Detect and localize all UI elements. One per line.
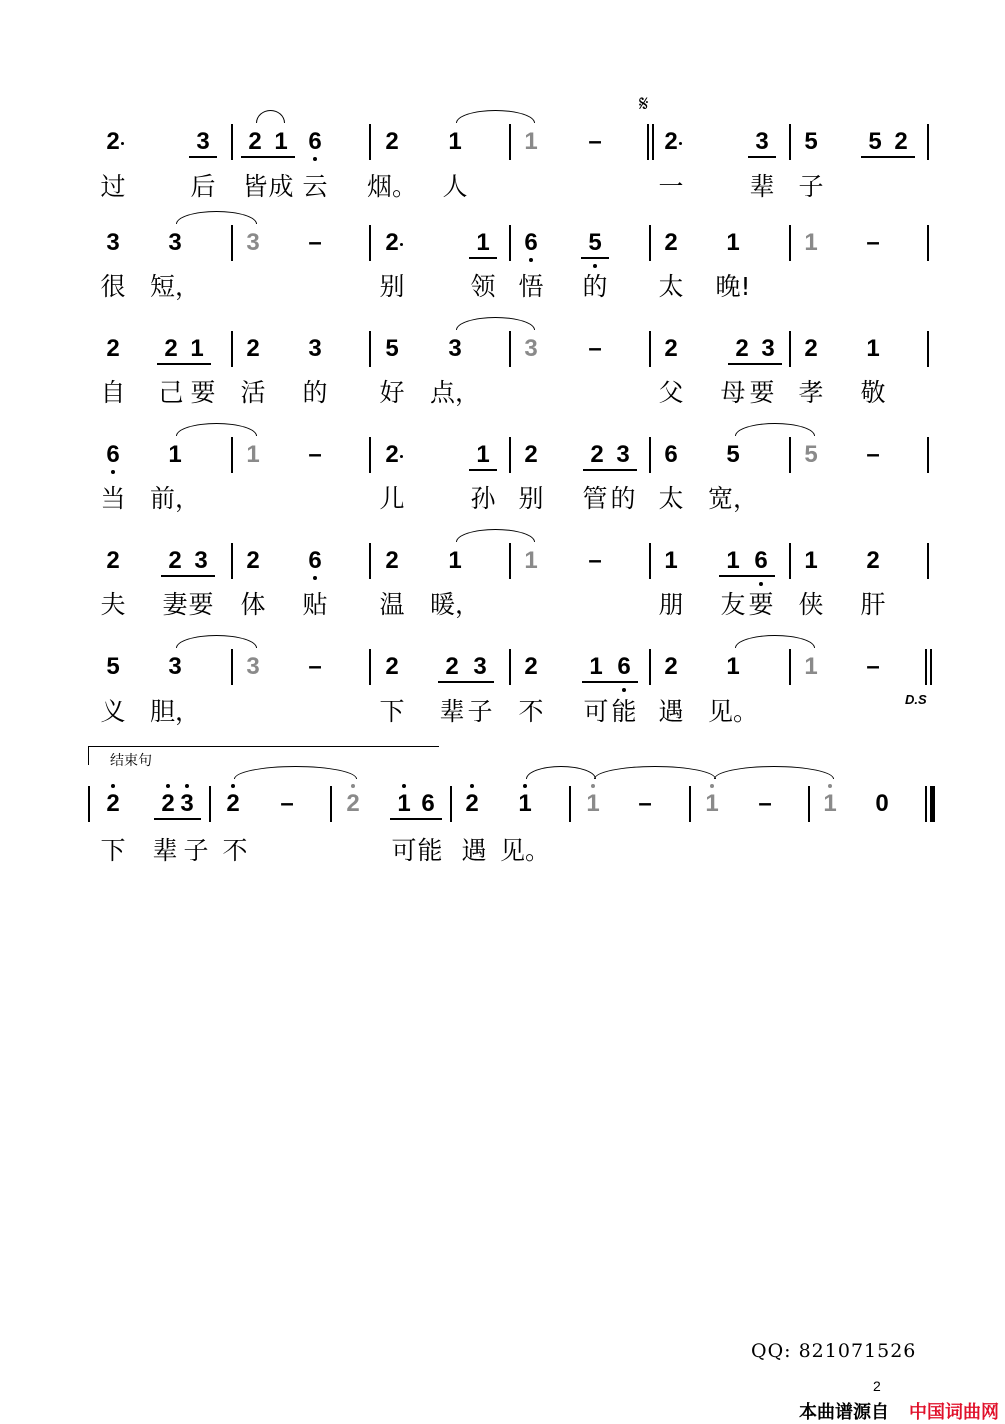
note-digit: 2 <box>524 653 538 680</box>
barline <box>789 437 791 473</box>
note-digit: 6 <box>754 547 768 574</box>
low-octave-dot <box>593 264 597 268</box>
barline <box>231 124 233 160</box>
lyric-syllable: 皆 <box>242 172 268 201</box>
high-octave-dot <box>470 784 474 788</box>
lyric-syllable: 胆， <box>149 697 201 726</box>
beam-underline <box>241 156 269 158</box>
note-digit: 1 <box>586 790 600 817</box>
note-digit: – <box>308 229 322 256</box>
barline <box>509 649 511 685</box>
tie-arc <box>256 110 285 123</box>
note-digit: 5 <box>868 128 882 155</box>
barline <box>509 225 511 261</box>
beam-underline <box>183 363 211 365</box>
note-digit: 5 <box>726 441 740 468</box>
barline <box>231 331 233 367</box>
note-digit: 6 <box>421 790 435 817</box>
barline <box>649 331 651 367</box>
barline <box>927 225 929 261</box>
note-digit: 6 <box>664 441 678 468</box>
augmentation-dot <box>121 142 124 145</box>
barline <box>649 543 651 579</box>
barline <box>927 543 929 579</box>
high-octave-dot <box>710 784 714 788</box>
note-digit: 3 <box>194 547 208 574</box>
lyric-syllable: 贴 <box>302 590 328 619</box>
lyric-syllable: 人 <box>442 172 468 201</box>
note-digit: 3 <box>755 128 769 155</box>
segno-sign: 𝄋 <box>639 92 649 117</box>
lyric-syllable: 前， <box>149 484 201 513</box>
lyric-syllable: 活 <box>240 378 266 407</box>
tie-arc <box>456 110 535 123</box>
page-number: 2 <box>873 1378 881 1394</box>
lyric-syllable: 辈 <box>152 836 178 865</box>
lyric-syllable: 可 <box>391 836 417 865</box>
barline <box>509 543 511 579</box>
lyric-syllable: 义 <box>100 697 126 726</box>
lyric-syllable: 侠 <box>798 590 824 619</box>
lyric-syllable: 儿 <box>379 484 405 513</box>
lyric-syllable: 子 <box>467 697 493 726</box>
note-digit: 2 <box>106 335 120 362</box>
note-digit: 3 <box>196 128 210 155</box>
note-digit: 1 <box>476 441 490 468</box>
high-octave-dot <box>111 784 115 788</box>
note-digit: 2 <box>664 653 678 680</box>
high-octave-dot <box>231 784 235 788</box>
barline <box>231 225 233 261</box>
lyric-syllable: 要 <box>748 590 774 619</box>
high-octave-dot <box>402 784 406 788</box>
barline <box>209 786 211 822</box>
note-digit: – <box>588 547 602 574</box>
high-octave-dot <box>185 784 189 788</box>
tie-arc <box>176 423 257 436</box>
high-octave-dot <box>591 784 595 788</box>
note-digit: 3 <box>106 229 120 256</box>
beam-underline <box>438 681 466 683</box>
lyric-syllable: 子 <box>798 172 824 201</box>
lyric-syllable: 下 <box>100 836 126 865</box>
low-octave-dot <box>313 576 317 580</box>
note-digit: 2 <box>106 547 120 574</box>
beam-underline <box>748 156 776 158</box>
lyric-syllable: 遇 <box>461 836 487 865</box>
beam-underline <box>887 156 915 158</box>
note-digit: – <box>866 229 880 256</box>
low-octave-dot <box>759 582 763 586</box>
note-digit: 1 <box>246 441 260 468</box>
lyric-syllable: 不 <box>518 697 544 726</box>
lyric-syllable: 短， <box>149 272 201 301</box>
note-digit: 6 <box>106 441 120 468</box>
beam-underline <box>173 818 201 820</box>
beam-underline <box>267 156 295 158</box>
barline <box>808 786 810 822</box>
note-digit: 3 <box>473 653 487 680</box>
note-digit: 2 <box>385 547 399 574</box>
note-digit: 2 <box>524 441 538 468</box>
note-digit: 2 <box>385 128 399 155</box>
augmentation-dot <box>679 142 682 145</box>
note-digit: 2 <box>866 547 880 574</box>
note-digit: 2 <box>246 335 260 362</box>
barline-stroke <box>652 124 654 160</box>
low-octave-dot <box>313 157 317 161</box>
note-digit: 6 <box>308 547 322 574</box>
note-digit: 2 <box>590 441 604 468</box>
lyric-syllable: 管 <box>582 484 608 513</box>
barline <box>789 225 791 261</box>
note-digit: 1 <box>726 229 740 256</box>
note-digit: 1 <box>190 335 204 362</box>
note-digit: 1 <box>726 547 740 574</box>
barline <box>689 786 691 822</box>
beam-underline <box>189 156 217 158</box>
note-digit: 2 <box>735 335 749 362</box>
augmentation-dot <box>400 455 403 458</box>
note-digit: 2 <box>106 790 120 817</box>
note-digit: 2 <box>246 547 260 574</box>
lyric-syllable: 能 <box>611 697 637 726</box>
beam-underline <box>469 469 497 471</box>
lyric-syllable: 太 <box>658 272 684 301</box>
qq-contact: QQ: 821071526 <box>751 1340 917 1362</box>
barline <box>369 437 371 473</box>
note-digit: 1 <box>518 790 532 817</box>
beam-underline <box>161 575 189 577</box>
note-digit: 6 <box>308 128 322 155</box>
beam-underline <box>747 575 775 577</box>
lyric-syllable: 一 <box>658 172 684 201</box>
note-digit: – <box>588 335 602 362</box>
tie-arc <box>735 423 815 436</box>
lyric-syllable: 领 <box>470 272 496 301</box>
note-digit: 2 <box>346 790 360 817</box>
beam-underline <box>187 575 215 577</box>
lyric-syllable: 孝 <box>798 378 824 407</box>
double-barline <box>925 649 935 685</box>
note-digit: 5 <box>385 335 399 362</box>
lyric-syllable: 好 <box>379 378 405 407</box>
barline <box>369 331 371 367</box>
note-digit: 2 <box>385 229 399 256</box>
lyric-syllable: 妻 <box>162 590 188 619</box>
lyric-syllable: 宽， <box>707 484 759 513</box>
lyric-syllable: 当 <box>100 484 126 513</box>
lyric-syllable: 别 <box>518 484 544 513</box>
lyric-syllable: 太 <box>658 484 684 513</box>
lyric-syllable: 的 <box>610 484 636 513</box>
note-digit: – <box>866 441 880 468</box>
lyric-syllable: 云 <box>302 172 328 201</box>
high-octave-dot <box>828 784 832 788</box>
note-digit: 3 <box>168 229 182 256</box>
barline <box>509 124 511 160</box>
lyric-syllable: 下 <box>379 697 405 726</box>
ending-label: 结束句 <box>110 752 152 768</box>
tie-arc <box>714 766 834 779</box>
beam-underline <box>610 681 638 683</box>
note-digit: 2 <box>664 335 678 362</box>
lyric-syllable: 别 <box>379 272 405 301</box>
note-digit: 2 <box>168 547 182 574</box>
barline <box>369 225 371 261</box>
low-octave-dot <box>622 688 626 692</box>
note-digit: 3 <box>308 335 322 362</box>
note-digit: 6 <box>617 653 631 680</box>
high-octave-dot <box>351 784 355 788</box>
lyric-syllable: 己 <box>158 378 184 407</box>
lyric-syllable: 父 <box>658 378 684 407</box>
barline <box>231 543 233 579</box>
note-digit: 2 <box>226 790 240 817</box>
low-octave-dot <box>111 470 115 474</box>
note-digit: 1 <box>448 547 462 574</box>
note-digit: 1 <box>589 653 603 680</box>
note-digit: 3 <box>180 790 194 817</box>
lyric-syllable: 过 <box>100 172 126 201</box>
site-label: 中国词曲网 <box>909 1402 999 1422</box>
note-digit: 1 <box>804 653 818 680</box>
beam-underline <box>581 257 609 259</box>
lyric-syllable: 自 <box>100 378 126 407</box>
double-barline <box>647 124 657 160</box>
note-digit: – <box>588 128 602 155</box>
barline <box>330 786 332 822</box>
barline <box>509 437 511 473</box>
note-digit: 3 <box>616 441 630 468</box>
note-digit: 1 <box>448 128 462 155</box>
tie-arc <box>176 635 257 648</box>
note-digit: 3 <box>524 335 538 362</box>
lyric-syllable: 很 <box>100 272 126 301</box>
augmentation-dot <box>400 243 403 246</box>
note-digit: 1 <box>866 335 880 362</box>
barline <box>789 649 791 685</box>
beam-underline <box>719 575 747 577</box>
beam-underline <box>157 363 185 365</box>
note-digit: 1 <box>524 547 538 574</box>
dal-segno-mark: D.S <box>905 692 927 707</box>
lyric-syllable: 成 <box>268 172 294 201</box>
low-octave-dot <box>529 258 533 262</box>
barline-stroke <box>647 124 649 160</box>
note-digit: 1 <box>726 653 740 680</box>
lyric-syllable: 子 <box>183 836 209 865</box>
beam-underline <box>609 469 637 471</box>
note-digit: 2 <box>248 128 262 155</box>
note-digit: 1 <box>823 790 837 817</box>
barline <box>369 124 371 160</box>
lyric-syllable: 暖， <box>429 590 481 619</box>
barline <box>789 124 791 160</box>
barline <box>231 649 233 685</box>
lyric-syllable: 悟 <box>518 272 544 301</box>
barline <box>789 331 791 367</box>
note-digit: 2 <box>664 128 678 155</box>
beam-underline <box>728 363 756 365</box>
lyric-syllable: 朋 <box>658 590 684 619</box>
note-digit: 5 <box>588 229 602 256</box>
barline-stroke <box>925 786 927 822</box>
note-digit: 2 <box>804 335 818 362</box>
note-digit: 5 <box>804 441 818 468</box>
tie-arc <box>456 317 535 330</box>
tie-arc <box>456 529 535 542</box>
beam-underline <box>861 156 889 158</box>
lyric-syllable: 点， <box>429 378 481 407</box>
note-digit: 3 <box>761 335 775 362</box>
lyric-syllable: 见。 <box>707 697 759 726</box>
tie-arc <box>594 766 716 779</box>
beam-underline <box>583 469 611 471</box>
note-digit: – <box>308 441 322 468</box>
beam-underline <box>414 818 442 820</box>
lyric-syllable: 可 <box>583 697 609 726</box>
lyric-syllable: 的 <box>582 272 608 301</box>
barline <box>789 543 791 579</box>
note-digit: 1 <box>664 547 678 574</box>
lyric-syllable: 遇 <box>658 697 684 726</box>
barline-stroke <box>930 786 935 822</box>
barline <box>231 437 233 473</box>
note-digit: 2 <box>385 441 399 468</box>
barline <box>509 331 511 367</box>
note-digit: 5 <box>106 653 120 680</box>
note-digit: 2 <box>445 653 459 680</box>
beam-underline <box>582 681 610 683</box>
lyric-syllable: 友 <box>720 590 746 619</box>
note-digit: 1 <box>524 128 538 155</box>
final-barline <box>925 786 935 822</box>
lyric-syllable: 敬 <box>860 378 886 407</box>
note-digit: 6 <box>524 229 538 256</box>
barline <box>927 437 929 473</box>
note-digit: 1 <box>705 790 719 817</box>
barline <box>649 649 651 685</box>
note-digit: 2 <box>106 128 120 155</box>
source-label: 本曲谱源自 <box>799 1402 889 1422</box>
note-digit: 3 <box>246 653 260 680</box>
note-digit: 1 <box>274 128 288 155</box>
note-digit: 1 <box>476 229 490 256</box>
tie-arc <box>735 635 815 648</box>
note-digit: 0 <box>875 790 889 817</box>
note-digit: 1 <box>804 547 818 574</box>
note-digit: 2 <box>164 335 178 362</box>
tie-arc <box>526 766 596 779</box>
barline-stroke <box>925 649 927 685</box>
lyric-syllable: 不 <box>222 836 248 865</box>
lyric-syllable: 夫 <box>100 590 126 619</box>
note-digit: 3 <box>448 335 462 362</box>
beam-underline <box>466 681 494 683</box>
lyric-syllable: 要 <box>190 378 216 407</box>
note-digit: 2 <box>664 229 678 256</box>
note-digit: 1 <box>397 790 411 817</box>
lyric-syllable: 要 <box>188 590 214 619</box>
note-digit: 3 <box>168 653 182 680</box>
lyric-syllable: 后 <box>190 172 216 201</box>
note-digit: 2 <box>385 653 399 680</box>
note-digit: – <box>638 790 652 817</box>
lyric-syllable: 辈 <box>439 697 465 726</box>
note-digit: – <box>280 790 294 817</box>
note-digit: 1 <box>804 229 818 256</box>
lyric-syllable: 肝 <box>860 590 886 619</box>
barline <box>88 786 90 822</box>
lyric-syllable: 烟。 <box>366 172 418 201</box>
barline-stroke <box>930 649 932 685</box>
note-digit: 2 <box>161 790 175 817</box>
tie-arc <box>176 211 257 224</box>
barline <box>369 649 371 685</box>
lyric-syllable: 要 <box>749 378 775 407</box>
lyric-syllable: 母 <box>720 378 746 407</box>
barline <box>369 543 371 579</box>
lyric-syllable: 温 <box>379 590 405 619</box>
note-digit: 3 <box>246 229 260 256</box>
tie-arc <box>234 766 357 779</box>
note-digit: – <box>308 653 322 680</box>
note-digit: 1 <box>168 441 182 468</box>
barline <box>649 437 651 473</box>
note-digit: 5 <box>804 128 818 155</box>
note-digit: – <box>758 790 772 817</box>
lyric-syllable: 的 <box>302 378 328 407</box>
barline <box>927 331 929 367</box>
barline <box>649 225 651 261</box>
barline <box>927 124 929 160</box>
high-octave-dot <box>523 784 527 788</box>
lyric-syllable: 晚! <box>715 272 751 301</box>
high-octave-dot <box>166 784 170 788</box>
beam-underline <box>754 363 782 365</box>
barline <box>569 786 571 822</box>
note-digit: – <box>866 653 880 680</box>
lyric-syllable: 孙 <box>470 484 496 513</box>
barline <box>450 786 452 822</box>
note-digit: 2 <box>894 128 908 155</box>
note-digit: 2 <box>465 790 479 817</box>
lyric-syllable: 体 <box>240 590 266 619</box>
lyric-syllable: 见。 <box>499 836 551 865</box>
lyric-syllable: 能 <box>417 836 443 865</box>
beam-underline <box>469 257 497 259</box>
lyric-syllable: 辈 <box>749 172 775 201</box>
